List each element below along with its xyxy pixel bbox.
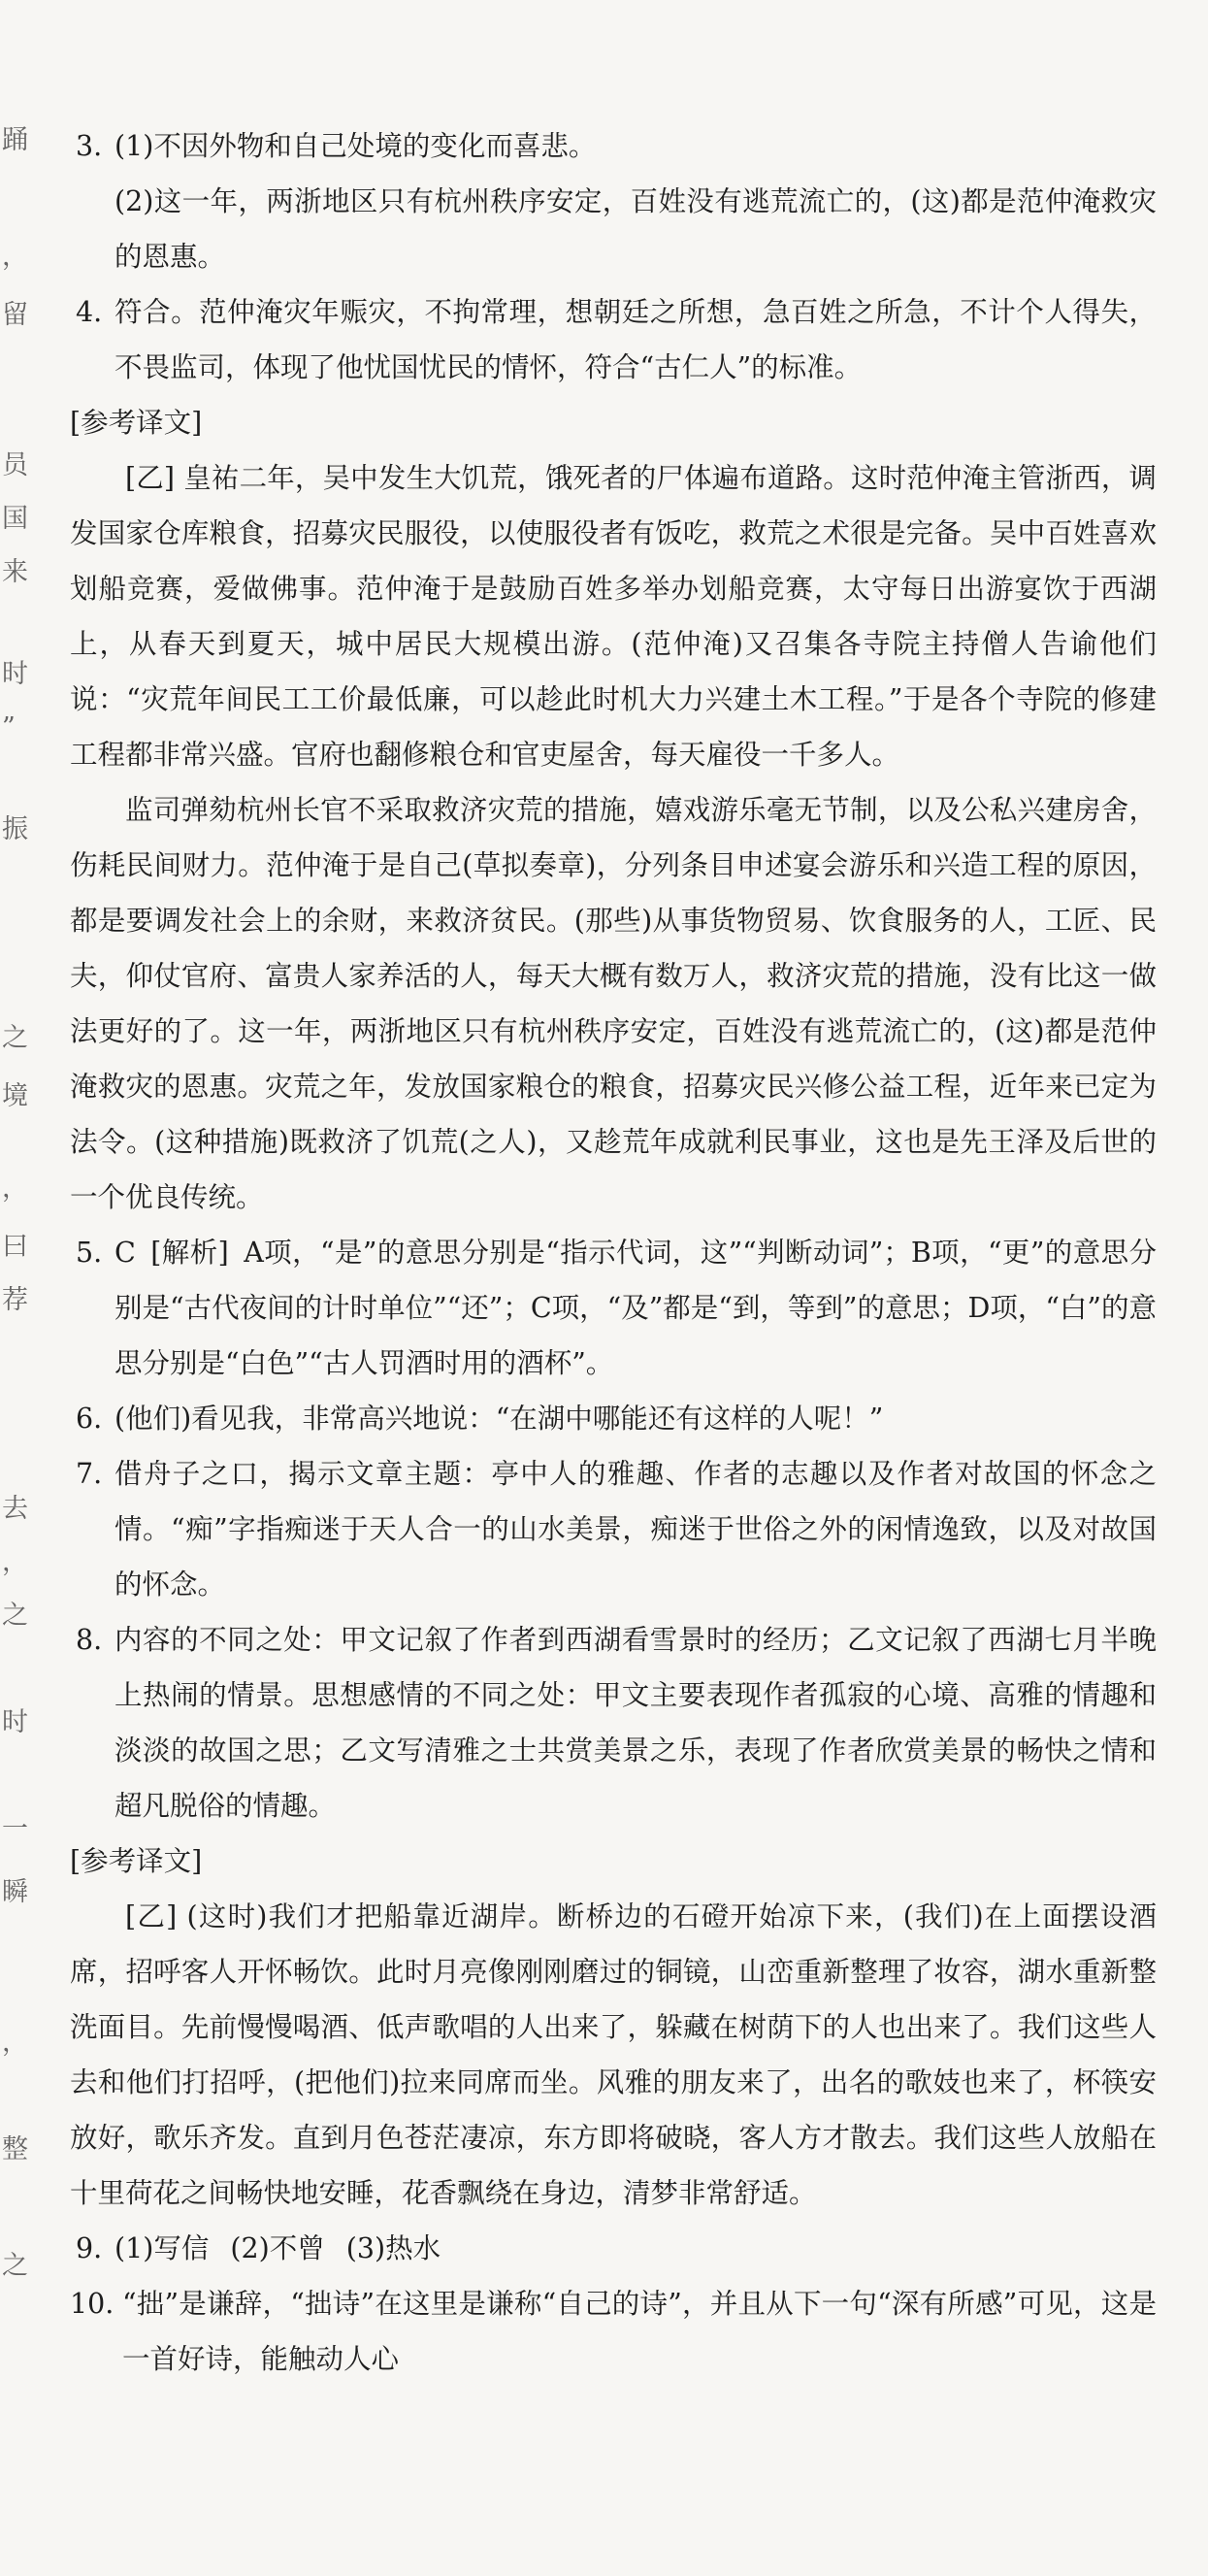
answer-text: (1)不因外物和自己处境的变化而喜悲。	[114, 130, 597, 162]
margin-char: 整	[2, 2135, 28, 2164]
analysis-tag: [解析]	[150, 1237, 229, 1269]
margin-char: 之	[2, 2252, 28, 2281]
answer-item-3	[70, 118, 1157, 284]
item-number: 3.	[76, 130, 103, 162]
margin-char: 境	[2, 1082, 28, 1111]
answer-choice: C	[114, 1237, 136, 1269]
item-number: 4.	[76, 296, 103, 328]
margin-char: 时	[2, 1708, 28, 1737]
margin-char: 踊	[2, 126, 28, 155]
margin-char: 瞬	[2, 1878, 28, 1907]
answer-option: (1)写信	[114, 2232, 210, 2264]
margin-char: 国	[2, 505, 28, 534]
answer-item-9	[70, 2221, 1157, 2276]
margin-char: ，	[2, 2029, 28, 2058]
answer-item-10	[70, 2276, 1157, 2387]
translation-paragraph: 监司弹劾杭州长官不采取救济灾荒的措施，嬉戏游乐毫无节制，以及公私兴建房舍，伤耗民间财力。范仲淹于是自己(草拟奏章)，分列条目申述宴会游乐和兴造工程的原因，都是要调发社会上的余财，来救济贫民。(那些)从事货物贸易、饮食服务的人，工匠、民夫，仰仗官府、富贵人家养活的人，每天大概有数万人，救济灾荒的措施，没有比这一做法更好的了。这一年，两浙地区只有杭州秩序安定，百姓没有逃荒流亡的，(这)都是范仲淹救灾的恩惠。灾荒之年，发放国家粮仓的粮食，招募灾民兴修公益工程，近年来已定为法令。(这种措施)既救济了饥荒(之人)，又趁荒年成就利民事业，这也是先王泽及后世的一个优良传统。	[70, 794, 1157, 1213]
left-margin-cutoff-text	[0, 0, 33, 2576]
margin-char: 之	[2, 1602, 28, 1631]
item-number: 7.	[76, 1458, 103, 1490]
margin-char: 去	[2, 1495, 28, 1524]
answer-item-7	[70, 1446, 1157, 1612]
answer-text: (他们)看见我，非常高兴地说：“在湖中哪能还有这样的人呢！”	[114, 1403, 884, 1435]
item-number: 10.	[70, 2288, 114, 2320]
answer-text: 内容的不同之处：甲文记叙了作者到西湖看雪景时的经历；乙文记叙了西湖七月半晚上热闹的情景。思想感情的不同之处：甲文主要表现作者孤寂的心境、高雅的情趣和淡淡的故国之思；乙文写清雅之士共赏美景之乐，表现了作者欣赏美景的畅快之情和超凡脱俗的情趣。	[114, 1624, 1157, 1822]
answer-text: 符合。范仲淹灾年赈灾，不拘常理，想朝廷之所想，急百姓之所急，不计个人得失，不畏监司，体现了他忧国忧民的情怀，符合“古仁人”的标准。	[114, 296, 1157, 383]
answer-item-6	[70, 1391, 1157, 1446]
answer-option: (2)不曾	[230, 2232, 325, 2264]
answer-text: “拙”是谦辞，“拙诗”在这里是谦称“自己的诗”，并且从下一句“深有所感”可见，这是一首好诗，能触动人心	[122, 2288, 1157, 2375]
margin-char: 员	[2, 451, 28, 480]
margin-char: 留	[2, 301, 28, 330]
reference-translation-title: [参考译文]	[70, 1845, 203, 1877]
margin-char: ，	[2, 1174, 28, 1204]
answer-option: (3)热水	[345, 2232, 441, 2264]
margin-char: 荐	[2, 1286, 28, 1315]
margin-char: 振	[2, 815, 28, 844]
margin-char: ，	[2, 243, 28, 272]
reference-translation-title: [参考译文]	[70, 407, 203, 439]
answer-content	[70, 118, 1157, 2387]
margin-char: 来	[2, 558, 28, 587]
item-number: 9.	[76, 2232, 103, 2264]
answer-text: (2)这一年，两浙地区只有杭州秩序安定，百姓没有逃荒流亡的，(这)都是范仲淹救灾的恩惠。	[114, 185, 1157, 273]
answer-text	[114, 2221, 1157, 2276]
item-number: 5.	[76, 1237, 103, 1269]
analysis-text: A项，“是”的意思分别是“指示代词，这”“判断动词”；B项，“更”的意思分别是“古代夜间的计时单位”“还”；C项，“及”都是“到，等到”的意思；D项，“白”的意思分别是“白色”“古人罚酒时用的酒杯”。	[114, 1237, 1158, 1379]
answer-item-5	[70, 1225, 1157, 1391]
margin-char: 之	[2, 1024, 28, 1053]
answer-item-8	[70, 1612, 1157, 1833]
answer-text	[114, 1225, 1157, 1391]
margin-char: 一	[2, 1815, 28, 1844]
translation-paragraph: [乙] 皇祐二年，吴中发生大饥荒，饿死者的尸体遍布道路。这时范仲淹主管浙西，调发国家仓库粮食，招募灾民服役，以使服役者有饭吃，救荒之术很是完备。吴中百姓喜欢划船竞赛，爱做佛事。范仲淹于是鼓励百姓多举办划船竞赛，太守每日出游宴饮于西湖上，从春天到夏天，城中居民大规模出游。(范仲淹)又召集各寺院主持僧人告谕他们说：“灾荒年间民工工价最低廉，可以趁此时机大力兴建土木工程。”于是各个寺院的修建工程都非常兴盛。官府也翻修粮仓和官吏屋舍，每天雇役一千多人。	[70, 462, 1157, 771]
margin-char: ”	[2, 713, 16, 743]
translation-paragraph: [乙] (这时)我们才把船靠近湖岸。断桥边的石磴开始凉下来，(我们)在上面摆设酒席，招呼客人开怀畅饮。此时月亮像刚刚磨过的铜镜，山峦重新整理了妆容，湖水重新整洗面目。先前慢慢喝酒、低声歌唱的人出来了，躲藏在树荫下的人也出来了。我们这些人去和他们打招呼，(把他们)拉来同席而坐。风雅的朋友来了，出名的歌妓也来了，杯筷安放好，歌乐齐发。直到月色苍茫凄凉，东方即将破晓，客人方才散去。我们这些人放船在十里荷花之间畅快地安睡，花香飘绕在身边，清梦非常舒适。	[70, 1900, 1157, 2209]
margin-char: 时	[2, 660, 28, 689]
margin-char: 曰	[2, 1233, 28, 1262]
answer-text: 借舟子之口，揭示文章主题：亭中人的雅趣、作者的志趣以及作者对故国的怀念之情。“痴”字指痴迷于天人合一的山水美景，痴迷于世俗之外的闲情逸致，以及对故国的怀念。	[114, 1458, 1157, 1601]
item-number: 6.	[76, 1403, 103, 1435]
item-number: 8.	[76, 1624, 103, 1656]
answer-item-4	[70, 284, 1157, 395]
margin-char: ，	[2, 1548, 28, 1577]
